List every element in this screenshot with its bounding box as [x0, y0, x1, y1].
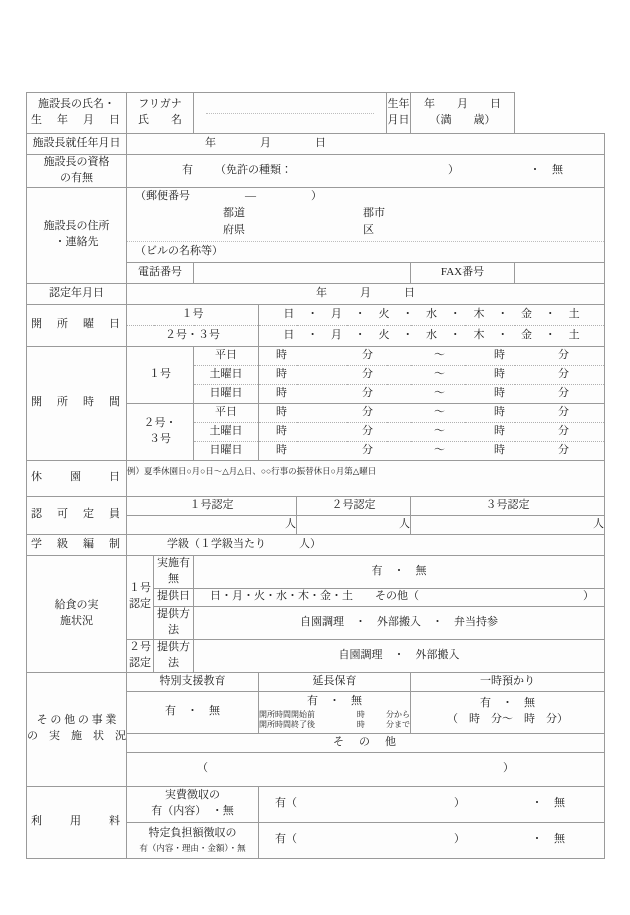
time-end-min: 分	[558, 348, 569, 361]
label-meals-type1-line1: １号	[129, 582, 151, 595]
specific-burden-dot: ・	[531, 833, 543, 846]
meals-days-close: ）	[583, 590, 594, 603]
time-end-hour: 時	[494, 348, 505, 361]
time-start-hour: 時	[276, 348, 287, 361]
qualification-yes: 有	[182, 163, 193, 176]
actual-cost-dot: ・	[531, 797, 543, 810]
time-end-hour: 時	[494, 386, 505, 399]
time-tilde: ～	[434, 443, 445, 456]
day-sep: ・	[354, 328, 366, 341]
time-end-min: 分	[558, 424, 569, 437]
day-thu[interactable]: 木	[473, 328, 485, 341]
specific-burden-close: ）	[454, 833, 465, 846]
day-sep: ・	[402, 307, 414, 320]
time-end-hour: 時	[494, 424, 505, 437]
day-sat[interactable]: 土	[568, 307, 580, 320]
label-certification-date: 認定年月日	[27, 283, 127, 304]
time-start-hour: 時	[276, 424, 287, 437]
time-tilde: ～	[434, 386, 445, 399]
input-capacity-type2[interactable]	[297, 515, 411, 534]
extended-care-before-min: 分から	[386, 709, 411, 719]
day-sun[interactable]: 日	[283, 328, 295, 341]
address-postal: （郵便番号 ― ）	[135, 189, 322, 202]
day-thu[interactable]: 木	[473, 307, 485, 320]
label-hours-sunday: 日曜日	[194, 384, 259, 403]
time-end-hour: 時	[494, 367, 505, 380]
extended-care-after-hour: 時	[356, 719, 365, 729]
input-hours-1-sunday[interactable]	[259, 384, 605, 403]
facility-registration-form	[26, 92, 605, 859]
meals-days-value: 日・月・火・水・木・金・土 その他（	[210, 590, 419, 603]
input-certification-date[interactable]	[127, 283, 605, 304]
label-appointment-date: 施設長就任年月日	[27, 134, 127, 155]
row-class-organization	[27, 534, 605, 555]
label-furigana: フリガナ	[138, 98, 182, 111]
input-address[interactable]	[127, 187, 605, 262]
label-meals	[27, 555, 127, 672]
time-end-min: 分	[558, 386, 569, 399]
specific-burden-no: 無	[554, 833, 565, 846]
qualification-no: 無	[552, 163, 563, 176]
time-start-hour: 時	[276, 367, 287, 380]
label-open-days-type1: １号	[127, 304, 259, 325]
label-type23-line2: ３号	[149, 432, 171, 445]
certification-date-value: 年 月 日	[316, 286, 415, 299]
actual-cost-yes: 有（	[275, 797, 297, 810]
day-sep: ・	[307, 328, 319, 341]
input-open-days-type23[interactable]	[259, 325, 605, 346]
input-hours-23-saturday[interactable]	[259, 422, 605, 441]
row-director-name	[27, 93, 605, 134]
label-other-services-line2: の 実 施 状 況	[27, 730, 126, 742]
day-mon[interactable]: 月	[330, 328, 342, 341]
label-open-days-type23: ２号・３号	[127, 325, 259, 346]
label-extended-care: 延長保育	[259, 672, 411, 691]
label-name: 氏 名	[138, 114, 182, 126]
label-specific-burden-line1: 特定負担額徴収の	[148, 826, 237, 839]
appointment-date-value: 年 月 日	[205, 137, 326, 150]
input-birth-date[interactable]	[411, 93, 515, 134]
label-capacity-type2: ２号認定	[297, 496, 411, 515]
row-closed-days	[27, 460, 605, 496]
birth-date-age: （満 歳）	[429, 114, 496, 126]
day-sep: ・	[449, 307, 461, 320]
label-actual-cost-line1: 実費徴収の	[165, 789, 220, 802]
capacity-unit: 人	[399, 517, 410, 530]
label-meals-method-1: 提供方法	[154, 606, 194, 639]
time-start-min: 分	[362, 386, 373, 399]
other-close-paren: ）	[503, 762, 514, 775]
row-open-days-1	[27, 304, 605, 325]
label-address-line2: ・連絡先	[54, 236, 99, 249]
day-fri[interactable]: 金	[521, 307, 533, 320]
label-open-hours: 開 所 時 間	[27, 346, 127, 460]
actual-cost-no: 無	[554, 797, 565, 810]
input-hours-1-weekday[interactable]	[259, 346, 605, 365]
actual-cost-close: ）	[454, 797, 465, 810]
label-hours-weekday: 平日	[194, 403, 259, 422]
label-meals-line2: 施状況	[60, 614, 93, 627]
time-range	[259, 348, 604, 364]
address-pref-line2: 府県	[223, 223, 245, 236]
extended-care-after-min: 分まで	[386, 719, 411, 729]
label-address-line1: 施設長の住所	[43, 220, 110, 233]
form-sheet	[26, 92, 604, 859]
time-end-min: 分	[558, 405, 569, 418]
birth-date-ymd: 年 月 日	[424, 98, 501, 111]
label-meals-method-2: 提供方法	[154, 639, 194, 672]
time-tilde: ～	[434, 367, 445, 380]
input-meals-implemented[interactable]	[194, 555, 605, 588]
row-certification-date	[27, 283, 605, 304]
time-end-min: 分	[558, 367, 569, 380]
closed-days-example: 例）夏季休園日○月○日～△月△日、○○行事の振替休日○月第△曜日	[127, 465, 377, 476]
label-hours-saturday: 土曜日	[194, 422, 259, 441]
input-other[interactable]	[127, 752, 605, 786]
time-range	[259, 367, 604, 383]
label-hours-weekday: 平日	[194, 346, 259, 365]
label-other-services	[27, 672, 127, 786]
time-start-min: 分	[362, 424, 373, 437]
input-meals-days[interactable]	[194, 588, 605, 606]
meals-method-2-value: 自園調理 ・ 外部搬入	[338, 648, 460, 661]
label-furigana-name	[127, 93, 194, 134]
meals-method-1-value: 自園調理 ・ 外部搬入 ・ 弁当持参	[300, 615, 498, 628]
label-other-services-line1: そ の 他 の 事 業	[36, 714, 117, 727]
label-meals-implemented: 実施有無	[154, 555, 194, 588]
label-meals-line1: 給食の実	[54, 598, 99, 611]
time-end-hour: 時	[494, 405, 505, 418]
label-qualification-line1: 施設長の資格	[43, 156, 110, 168]
time-start-hour: 時	[276, 405, 287, 418]
day-sep: ・	[354, 307, 366, 320]
label-specific-burden	[127, 822, 259, 858]
input-hours-23-weekday[interactable]	[259, 403, 605, 422]
row-appointment-date	[27, 134, 605, 155]
temporary-care-value: 有 ・ 無	[480, 697, 535, 710]
day-mon[interactable]: 月	[330, 307, 342, 320]
label-actual-cost	[127, 786, 259, 822]
day-sep: ・	[402, 328, 414, 341]
address-city-line1: 郡市	[363, 206, 385, 219]
qualification-close-paren: ）	[448, 163, 459, 176]
time-range	[259, 424, 604, 440]
time-range	[259, 443, 604, 459]
qualification-license-label: （免許の種類：	[215, 163, 292, 176]
label-meals-type1	[127, 555, 154, 639]
time-start-min: 分	[362, 367, 373, 380]
time-start-hour: 時	[276, 443, 287, 456]
day-sep: ・	[307, 307, 319, 320]
label-director-name-line2: 生 年 月 日	[31, 114, 122, 126]
label-other: そ の 他	[127, 733, 605, 752]
name-divider	[206, 113, 374, 114]
time-range	[259, 386, 604, 402]
label-qualification	[27, 155, 127, 188]
day-sep: ・	[544, 307, 556, 320]
label-meals-type2: ２号認定	[127, 639, 154, 672]
specific-burden-yes: 有（	[275, 833, 297, 846]
input-actual-cost[interactable]	[259, 786, 605, 822]
extended-care-before-hour: 時	[356, 709, 365, 719]
input-specific-burden[interactable]	[259, 822, 605, 858]
time-start-min: 分	[362, 405, 373, 418]
row-fee-actual-cost	[27, 786, 605, 822]
qualification-dot: ・	[529, 163, 541, 176]
label-hours-sunday: 日曜日	[194, 441, 259, 460]
time-start-min: 分	[362, 443, 373, 456]
label-hours-saturday: 土曜日	[194, 365, 259, 384]
time-tilde: ～	[434, 348, 445, 361]
input-closed-days[interactable]	[127, 460, 605, 496]
label-class-organization: 学 級 編 制	[27, 534, 127, 555]
time-end-hour: 時	[494, 443, 505, 456]
label-open-days: 開 所 曜 日	[27, 304, 127, 346]
label-type23-line1: ２号・	[143, 416, 177, 429]
extended-care-after	[259, 720, 410, 730]
time-start-hour: 時	[276, 386, 287, 399]
class-organization-value: 学級（１学級当たり 人）	[167, 537, 321, 550]
capacity-unit: 人	[593, 517, 604, 530]
time-range	[259, 405, 604, 421]
temporary-care-time: （ 時 分～ 時 分）	[447, 713, 568, 725]
time-end-min: 分	[558, 443, 569, 456]
day-sat[interactable]: 土	[568, 328, 580, 341]
label-capacity: 認 可 定 員	[27, 496, 127, 534]
input-meals-method-1[interactable]	[194, 606, 605, 639]
row-capacity-header	[27, 496, 605, 515]
label-meals-days: 提供日	[154, 588, 194, 606]
input-tel[interactable]	[194, 262, 411, 283]
time-start-min: 分	[362, 348, 373, 361]
label-open-hours-type1: １号	[127, 346, 194, 403]
label-temporary-care: 一時預かり	[411, 672, 605, 691]
label-address	[27, 187, 127, 283]
time-tilde: ～	[434, 424, 445, 437]
row-meals-implemented	[27, 555, 605, 588]
label-qualification-line2: の有無	[60, 171, 93, 184]
label-birth-date: 生年月日	[387, 93, 411, 134]
label-meals-type1-line2: 認定	[129, 598, 151, 611]
input-director-name[interactable]	[194, 93, 387, 134]
day-sep: ・	[544, 328, 556, 341]
special-support-value: 有 ・ 無	[165, 705, 220, 718]
extended-care-value: 有 ・ 無	[307, 694, 362, 707]
open-days-type23-list	[259, 328, 604, 344]
input-fax[interactable]	[515, 262, 605, 283]
other-open-paren: （	[197, 762, 208, 775]
input-hours-1-saturday[interactable]	[259, 365, 605, 384]
input-appointment-date[interactable]	[127, 134, 605, 155]
input-meals-method-2[interactable]	[194, 639, 605, 672]
row-other-services-header	[27, 672, 605, 691]
label-capacity-type3: ３号認定	[411, 496, 605, 515]
input-temporary-care[interactable]	[411, 691, 605, 733]
row-address	[27, 187, 605, 262]
open-days-type1-list	[259, 307, 604, 323]
input-hours-23-sunday[interactable]	[259, 441, 605, 460]
label-fees: 利 用 料	[27, 786, 127, 858]
label-specific-burden-line2: 有（内容・理由・金額）・無	[139, 842, 246, 853]
extended-care-before-label: 開所時間開始前	[259, 709, 315, 719]
label-special-support: 特別支援教育	[127, 672, 259, 691]
label-director-name-line1: 施設長の氏名・	[38, 98, 115, 111]
day-tue[interactable]: 火	[378, 307, 390, 320]
label-actual-cost-line2: 有（内容） ・無	[151, 805, 234, 817]
input-extended-care[interactable]	[259, 691, 411, 733]
row-open-hours-1-weekday	[27, 346, 605, 365]
meals-implemented-value: 有 ・ 無	[371, 564, 427, 577]
label-director-name	[27, 93, 127, 134]
day-sep: ・	[497, 307, 509, 320]
input-capacity-type3[interactable]	[411, 515, 605, 534]
input-open-days-type1[interactable]	[259, 304, 605, 325]
day-sep: ・	[449, 328, 461, 341]
input-capacity-type1[interactable]	[127, 515, 297, 534]
day-tue[interactable]: 火	[378, 328, 390, 341]
label-tel: 電話番号	[127, 262, 194, 283]
day-fri[interactable]: 金	[521, 328, 533, 341]
day-sun[interactable]: 日	[283, 307, 295, 320]
input-qualification[interactable]	[127, 155, 605, 188]
day-wed[interactable]: 水	[425, 328, 437, 341]
extended-care-after-label: 開所時間終了後	[259, 719, 315, 729]
label-capacity-type1: １号認定	[127, 496, 297, 515]
label-fax: FAX番号	[411, 262, 515, 283]
extended-care-before	[259, 710, 410, 720]
day-wed[interactable]: 水	[425, 307, 437, 320]
address-city-line2: 区	[363, 223, 374, 236]
input-class-organization[interactable]	[127, 534, 605, 555]
address-pref-line1: 都道	[223, 206, 245, 219]
day-sep: ・	[497, 328, 509, 341]
row-qualification	[27, 155, 605, 188]
capacity-unit: 人	[285, 517, 296, 530]
address-building: （ビルの名称等）	[135, 244, 223, 257]
label-open-hours-type23	[127, 403, 194, 460]
time-tilde: ～	[434, 405, 445, 418]
label-closed-days: 休 園 日	[27, 460, 127, 496]
input-special-support[interactable]	[127, 691, 259, 733]
